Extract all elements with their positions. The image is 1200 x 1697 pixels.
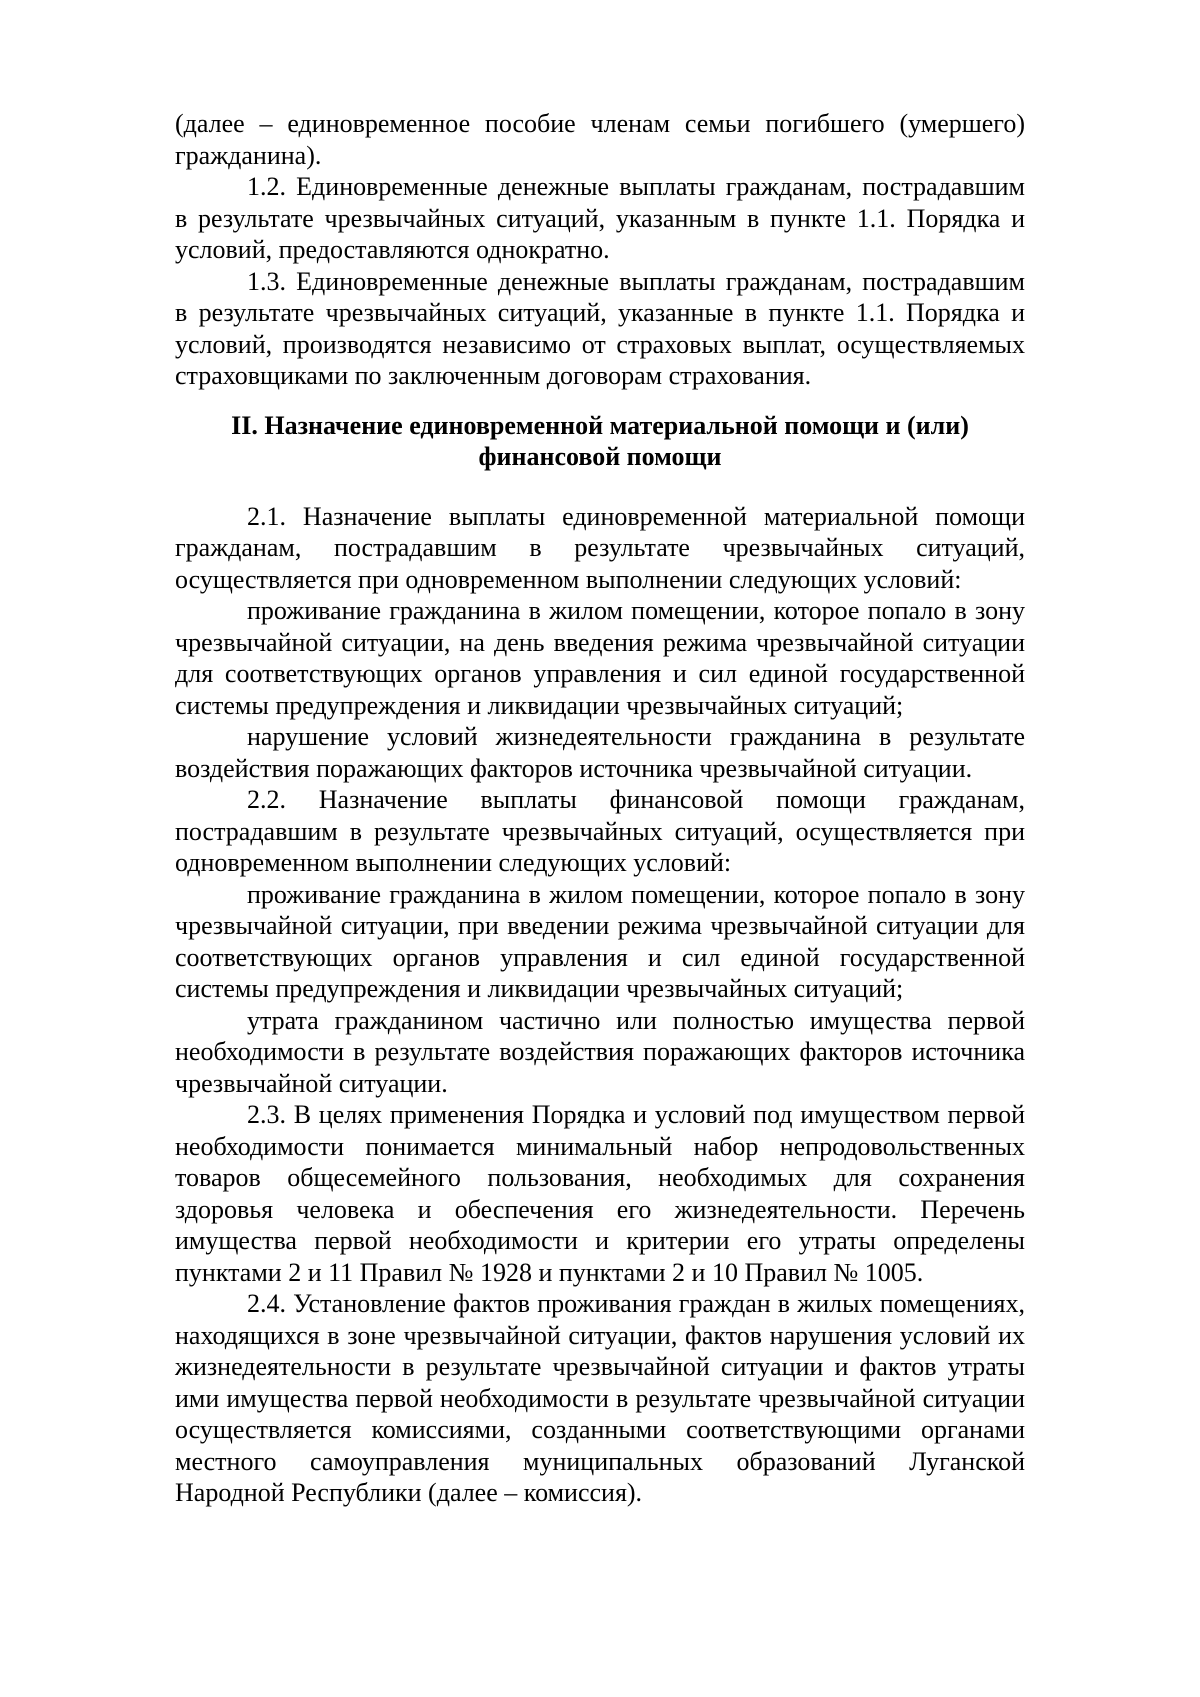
section-2-heading-line-2: финансовой помощи [478, 442, 722, 471]
document-page [175, 108, 1025, 1509]
paragraph-2-3: 2.3. В целях применения Порядка и условий под имуществом первой необходимости понимается минимальный набор непродовольственных товаров общесемейного пользования, необходимых для сохранения здоровья человека и обеспечения его жизнедеятельности. Перечень имущества первой необходимости и критерии его утраты определены пунктами 2 и 11 Правил № 1928 и пунктами 2 и 10 Правил № 1005. [175, 1100, 1025, 1287]
paragraph-2-2-condition-2: утрата гражданином частично или полностью имущества первой необходимости в результате воздействия поражающих факторов источника чрезвычайной ситуации. [175, 1005, 1025, 1098]
paragraph-2-1-condition-2: нарушение условий жизнедеятельности гражданина в результате воздействия поражающих факторов источника чрезвычайной ситуации. [175, 722, 1025, 783]
paragraph-2-1: 2.1. Назначение выплаты единовременной материальной помощи гражданам, пострадавшим в результате чрезвычайных ситуаций, осуществляется при одновременном выполнении следующих условий: [175, 501, 1025, 594]
paragraph-2-4: 2.4. Установление фактов проживания граждан в жилых помещениях, находящихся в зоне чрезвычайной ситуации, фактов нарушения условий их жизнедеятельности в результате чрезвычайной ситуации и фактов утраты ими имущества первой необходимости в результате чрезвычайной ситуации осуществляется комиссиями, созданными соответствующими органами местного самоуправления муниципальных образований Луганской Народной Республики (далее – комиссия). [175, 1289, 1025, 1507]
paragraph-1-2: 1.2. Единовременные денежные выплаты гражданам, пострадавшим в результате чрезвычайных ситуаций, указанным в пункте 1.1. Порядка и условий, предоставляются однократно. [175, 172, 1025, 264]
paragraph-2-1-condition-1: проживание гражданина в жилом помещении, которое попало в зону чрезвычайной ситуации, на день введения режима чрезвычайной ситуации для соответствующих органов управления и сил единой государственной системы предупреждения и ликвидации чрезвычайных ситуаций; [175, 596, 1025, 720]
paragraph-1-3: 1.3. Единовременные денежные выплаты гражданам, пострадавшим в результате чрезвычайных ситуаций, указанные в пункте 1.1. Порядка и условий, производятся независимо от страховых выплат, осуществляемых страховщиками по заключенным договорам страхования. [175, 266, 1025, 390]
section-2-heading-line-1: II. Назначение единовременной материальной помощи и (или) [231, 410, 969, 440]
section-2-heading [175, 410, 1025, 473]
paragraph-2-2-condition-1: проживание гражданина в жилом помещении, которое попало в зону чрезвычайной ситуации, при введении режима чрезвычайной ситуации для соответствующих органов управления и сил единой государственной системы предупреждения и ликвидации чрезвычайных ситуаций; [175, 879, 1025, 1003]
paragraph-1-1-continuation: (далее – единовременное пособие членам семьи погибшего (умершего) гражданина). [175, 109, 1025, 170]
paragraph-2-2: 2.2. Назначение выплаты финансовой помощи гражданам, пострадавшим в результате чрезвычайных ситуаций, осуществляется при одновременном выполнении следующих условий: [175, 785, 1025, 877]
